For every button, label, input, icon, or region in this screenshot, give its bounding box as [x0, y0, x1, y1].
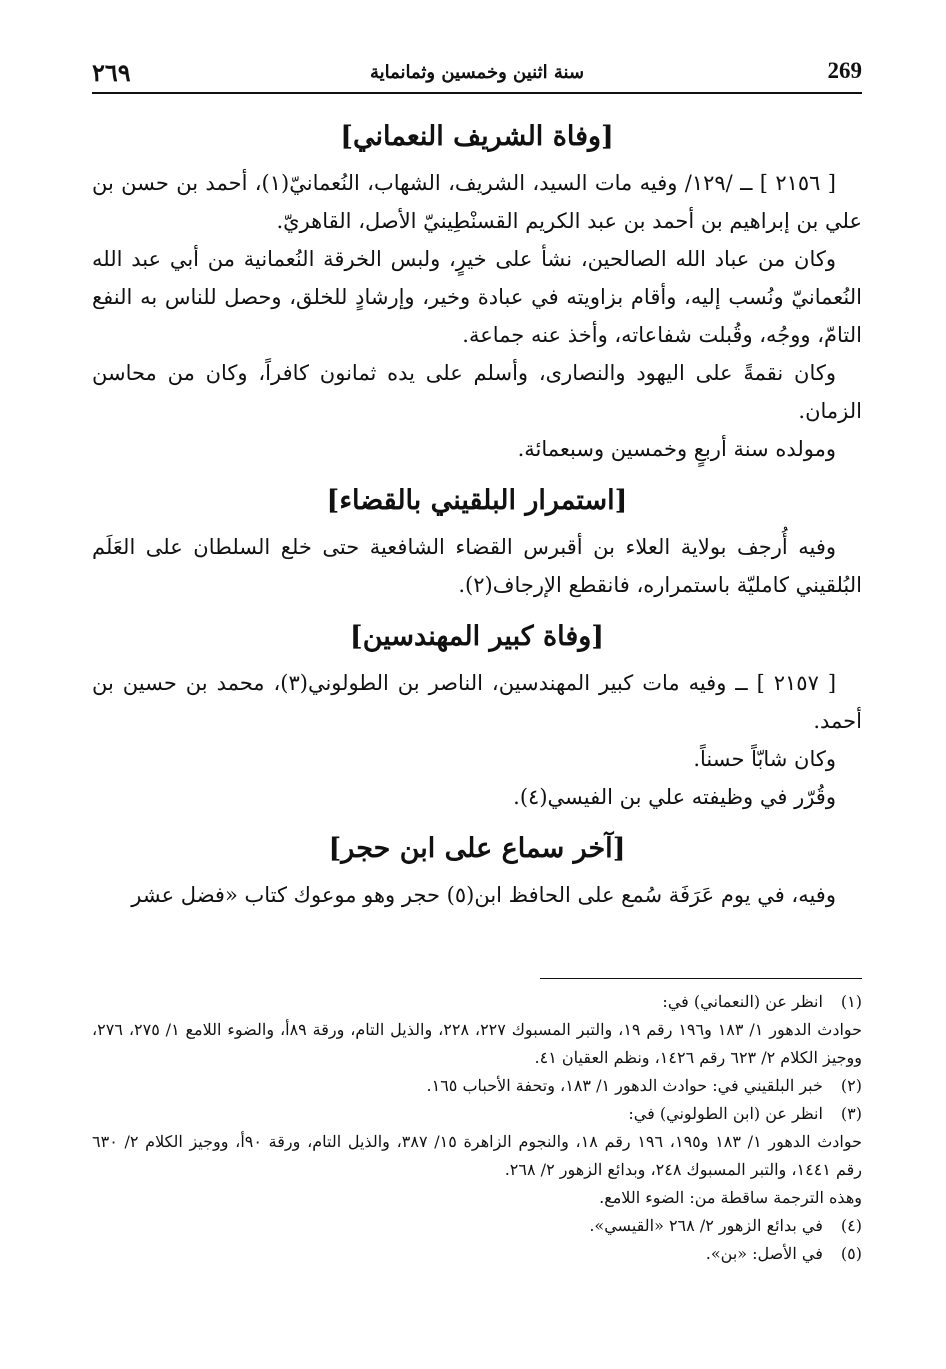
main-text [92, 110, 862, 914]
footnote [92, 1240, 862, 1268]
footnote-number: (١) [840, 992, 862, 1011]
footnote-text: في الأصل: «بن». [705, 1244, 823, 1263]
section-heading: [وفاة كبير المهندسين] [349, 621, 605, 652]
footnote-number: (٤) [840, 1216, 862, 1235]
running-title: سنة اثنين وخمسين وثمانماية [369, 62, 585, 83]
paragraph: وقُرّر في وظيفته علي بن الفيسي(٤). [513, 785, 836, 809]
page-number-arabic: ٢٦٩ [92, 58, 131, 87]
paragraph: وكان من عباد الله الصالحين، نشأ على خيرٍ، ولبس الخرقة النُعمانية من أبي عبد الله النُعمانيّ ونُسب إليه، وأقام بزاويته في عبادة وخير، وإرشادٍ للخلق، وحصل للناس به النفع التامّ، ووجُه، وقُبلت شفاعاته، وأخذ عنه جماعة. [92, 247, 862, 347]
paragraph: وكان نقمةً على اليهود والنصارى، وأسلم على يده ثمانون كافراً، وكان من محاسن الزمان. [92, 361, 862, 423]
paragraph: وفيه أُرجف بولاية العلاء بن أقبرس القضاء الشافعية حتى خلع السلطان على العَلَم البُلقيني كامليّة باستمراره، فانقطع الإرجاف(٢). [92, 535, 862, 597]
footnote-text: انظر عن (ابن الطولوني) في: [628, 1104, 823, 1123]
footnote [92, 1212, 862, 1240]
paragraph: [ ٢١٥٦ ] ــ /١٢٩/ وفيه مات السيد، الشريف، الشهاب، النُعمانيّ(١)، أحمد بن حسن بن علي بن إبراهيم بن أحمد بن عبد الكريم القسنْطِينيّ الأصل، القاهريّ. [92, 171, 862, 233]
section-heading: [وفاة الشريف النعماني] [340, 121, 614, 152]
footnote-number: (٥) [840, 1244, 862, 1263]
footnote-number: (٢) [840, 1076, 862, 1095]
section-heading: [استمرار البلقيني بالقضاء] [326, 485, 628, 516]
paragraph: ومولده سنة أربعٍ وخمسين وسبعمائة. [517, 437, 836, 461]
paragraph: [ ٢١٥٧ ] ــ وفيه مات كبير المهندسين، الناصر بن الطولوني(٣)، محمد بن حسين بن أحمد. [92, 671, 862, 733]
footnote-text: حوادث الدهور ١/ ١٨٣ و١٩٦ رقم ١٩، والتبر المسبوك ٢٢٧، ٢٢٨، والذيل التام، ورقة ٨٩أ، والضوء اللامع ١/ ٢٧٥، ٢٧٦، ووجيز الكلام ٢/ ٦٢٣ رقم ١٤٢٦، ونظم العقيان ٤١. [92, 1020, 863, 1067]
footnote [92, 1100, 862, 1128]
footnote-number: (٣) [840, 1104, 862, 1123]
page-header [92, 52, 862, 94]
paragraph: وفيه، في يوم عَرَفَة سُمع على الحافظ ابن(٥) حجر وهو موعوك كتاب «فضل عشر [131, 883, 836, 907]
footnote-text: في بدائع الزهور ٢/ ٢٦٨ «القيسي». [589, 1216, 823, 1235]
footnote [92, 1072, 862, 1100]
footnote-text: وهذه الترجمة ساقطة من: الضوء اللامع. [599, 1188, 862, 1207]
footnote-text: انظر عن (النعماني) في: [662, 992, 823, 1011]
footnotes [92, 988, 862, 1268]
paragraph: وكان شابّاً حسناً. [693, 747, 836, 771]
section-heading: [آخر سماع على ابن حجر] [328, 833, 626, 864]
footnote [92, 988, 862, 1016]
page-number-latin: 269 [827, 58, 862, 83]
footnote-text: حوادث الدهور ١/ ١٨٣ و١٩٥، ١٩٦ رقم ١٨، والنجوم الزاهرة ١٥/ ٣٨٧، والذيل التام، ورقة ٩٠أ، ووجيز الكلام ٢/ ٦٣٠ رقم ١٤٤١، والتبر المسبوك ٢٤٨، وبدائع الزهور ٢/ ٢٦٨. [92, 1132, 863, 1179]
footnote-text: خبر البلقيني في: حوادث الدهور ١/ ١٨٣، وتحفة الأحباب ١٦٥. [426, 1076, 823, 1095]
footnote-divider [540, 978, 862, 979]
